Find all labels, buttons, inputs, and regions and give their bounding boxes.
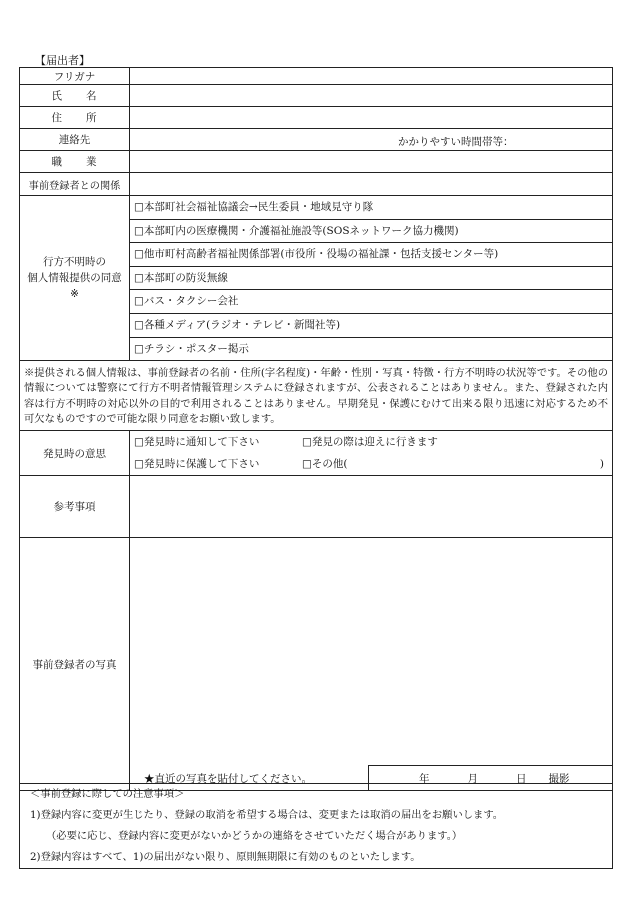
photo-month: 月	[467, 772, 478, 785]
consent-label-line2: 個人情報提供の同意	[27, 272, 122, 285]
discovery-label: 発見時の意思	[20, 431, 130, 476]
photo-day: 日	[516, 772, 527, 785]
discovery-option-pickup[interactable]: □発見の際は迎えに行きます	[302, 436, 438, 449]
contact-field[interactable]	[130, 129, 613, 151]
occupation-label: 職 業	[20, 151, 130, 173]
occupation-field[interactable]	[130, 151, 613, 173]
photo-label: 事前登録者の写真	[20, 538, 130, 791]
consent-options	[130, 196, 613, 361]
relation-label: 事前登録者との関係	[20, 173, 130, 196]
address-field[interactable]	[130, 107, 613, 129]
relation-field[interactable]	[130, 173, 613, 196]
reference-field[interactable]	[130, 476, 613, 538]
photo-year: 年	[419, 772, 430, 785]
furigana-field[interactable]	[130, 68, 613, 85]
submitter-header: 【届出者】	[35, 54, 90, 67]
consent-option-bus-taxi[interactable]: □バス・タクシー会社	[130, 290, 612, 314]
contact-label: 連絡先	[20, 129, 130, 151]
name-field[interactable]	[130, 85, 613, 107]
consent-label-line1: 行方不明時の	[43, 256, 106, 269]
photo-area[interactable]	[130, 538, 613, 791]
notes-line2: （必要に応じ、登録内容に変更がないかどうかの連絡をさせていただく場合があります。）	[46, 830, 463, 842]
address-label: 住 所	[20, 107, 130, 129]
consent-label	[20, 196, 130, 361]
consent-option-media[interactable]: □各種メディア(ラジオ・テレビ・新聞社等)	[130, 314, 612, 338]
consent-option-medical[interactable]: □本部町内の医療機関・介護福祉施設等(SOSネットワーク協力機関)	[130, 220, 612, 244]
discovery-option-other-close: )	[599, 458, 604, 471]
discovery-options	[130, 431, 613, 476]
consent-option-other-municipality[interactable]: □他市町村高齢者福祉関係部署(市役所・役場の福祉課・包括支援センター等)	[130, 243, 612, 267]
notes-title: ＜事前登録に際しての注意事項＞	[30, 788, 185, 800]
name-label: 氏 名	[20, 85, 130, 107]
reference-label: 参考事項	[20, 476, 130, 538]
photo-taken: 撮影	[548, 772, 570, 785]
discovery-option-notify[interactable]: □発見時に通知して下さい	[134, 436, 260, 449]
consent-label-mark: ※	[70, 288, 79, 301]
discovery-option-other[interactable]: □その他(	[302, 458, 348, 471]
furigana-label: フリガナ	[20, 68, 130, 85]
consent-option-disaster-radio[interactable]: □本部町の防災無線	[130, 267, 612, 291]
registration-form	[19, 67, 613, 791]
registration-notes	[19, 783, 613, 869]
discovery-option-protect[interactable]: □発見時に保護して下さい	[134, 458, 260, 471]
notes-line3: 2)登録内容はすべて、1)の届出がない限り、原則無期限に有効のものといたします。	[30, 851, 421, 863]
privacy-notice: ※提供される個人情報は、事前登録者の名前・住所(字名程度)・年齢・性別・写真・特徴・行方不明時の状況等です。その他の情報については警察にて行方不明者情報管理システムに登録されますが、公表されることはありません。また、登録された内容は行方不明時の対応以外の目的で利用されることはありません。早期発見・保護にむけて出来る限り迅速に対応するため不可欠なものですので可能な限り同意をお願い致します。	[20, 361, 613, 431]
photo-caption: ★直近の写真を貼付してください。	[144, 773, 312, 786]
consent-option-welfare-council[interactable]: □本部町社会福祉協議会→民生委員・地域見守り隊	[130, 196, 612, 220]
notes-line1: 1)登録内容に変更が生じたり、登録の取消を希望する場合は、変更または取消の届出をお願いします。	[30, 809, 504, 821]
consent-option-flyer[interactable]: □チラシ・ポスター掲示	[134, 342, 249, 355]
contact-time-note: かかりやすい時間帯等：	[398, 136, 514, 148]
